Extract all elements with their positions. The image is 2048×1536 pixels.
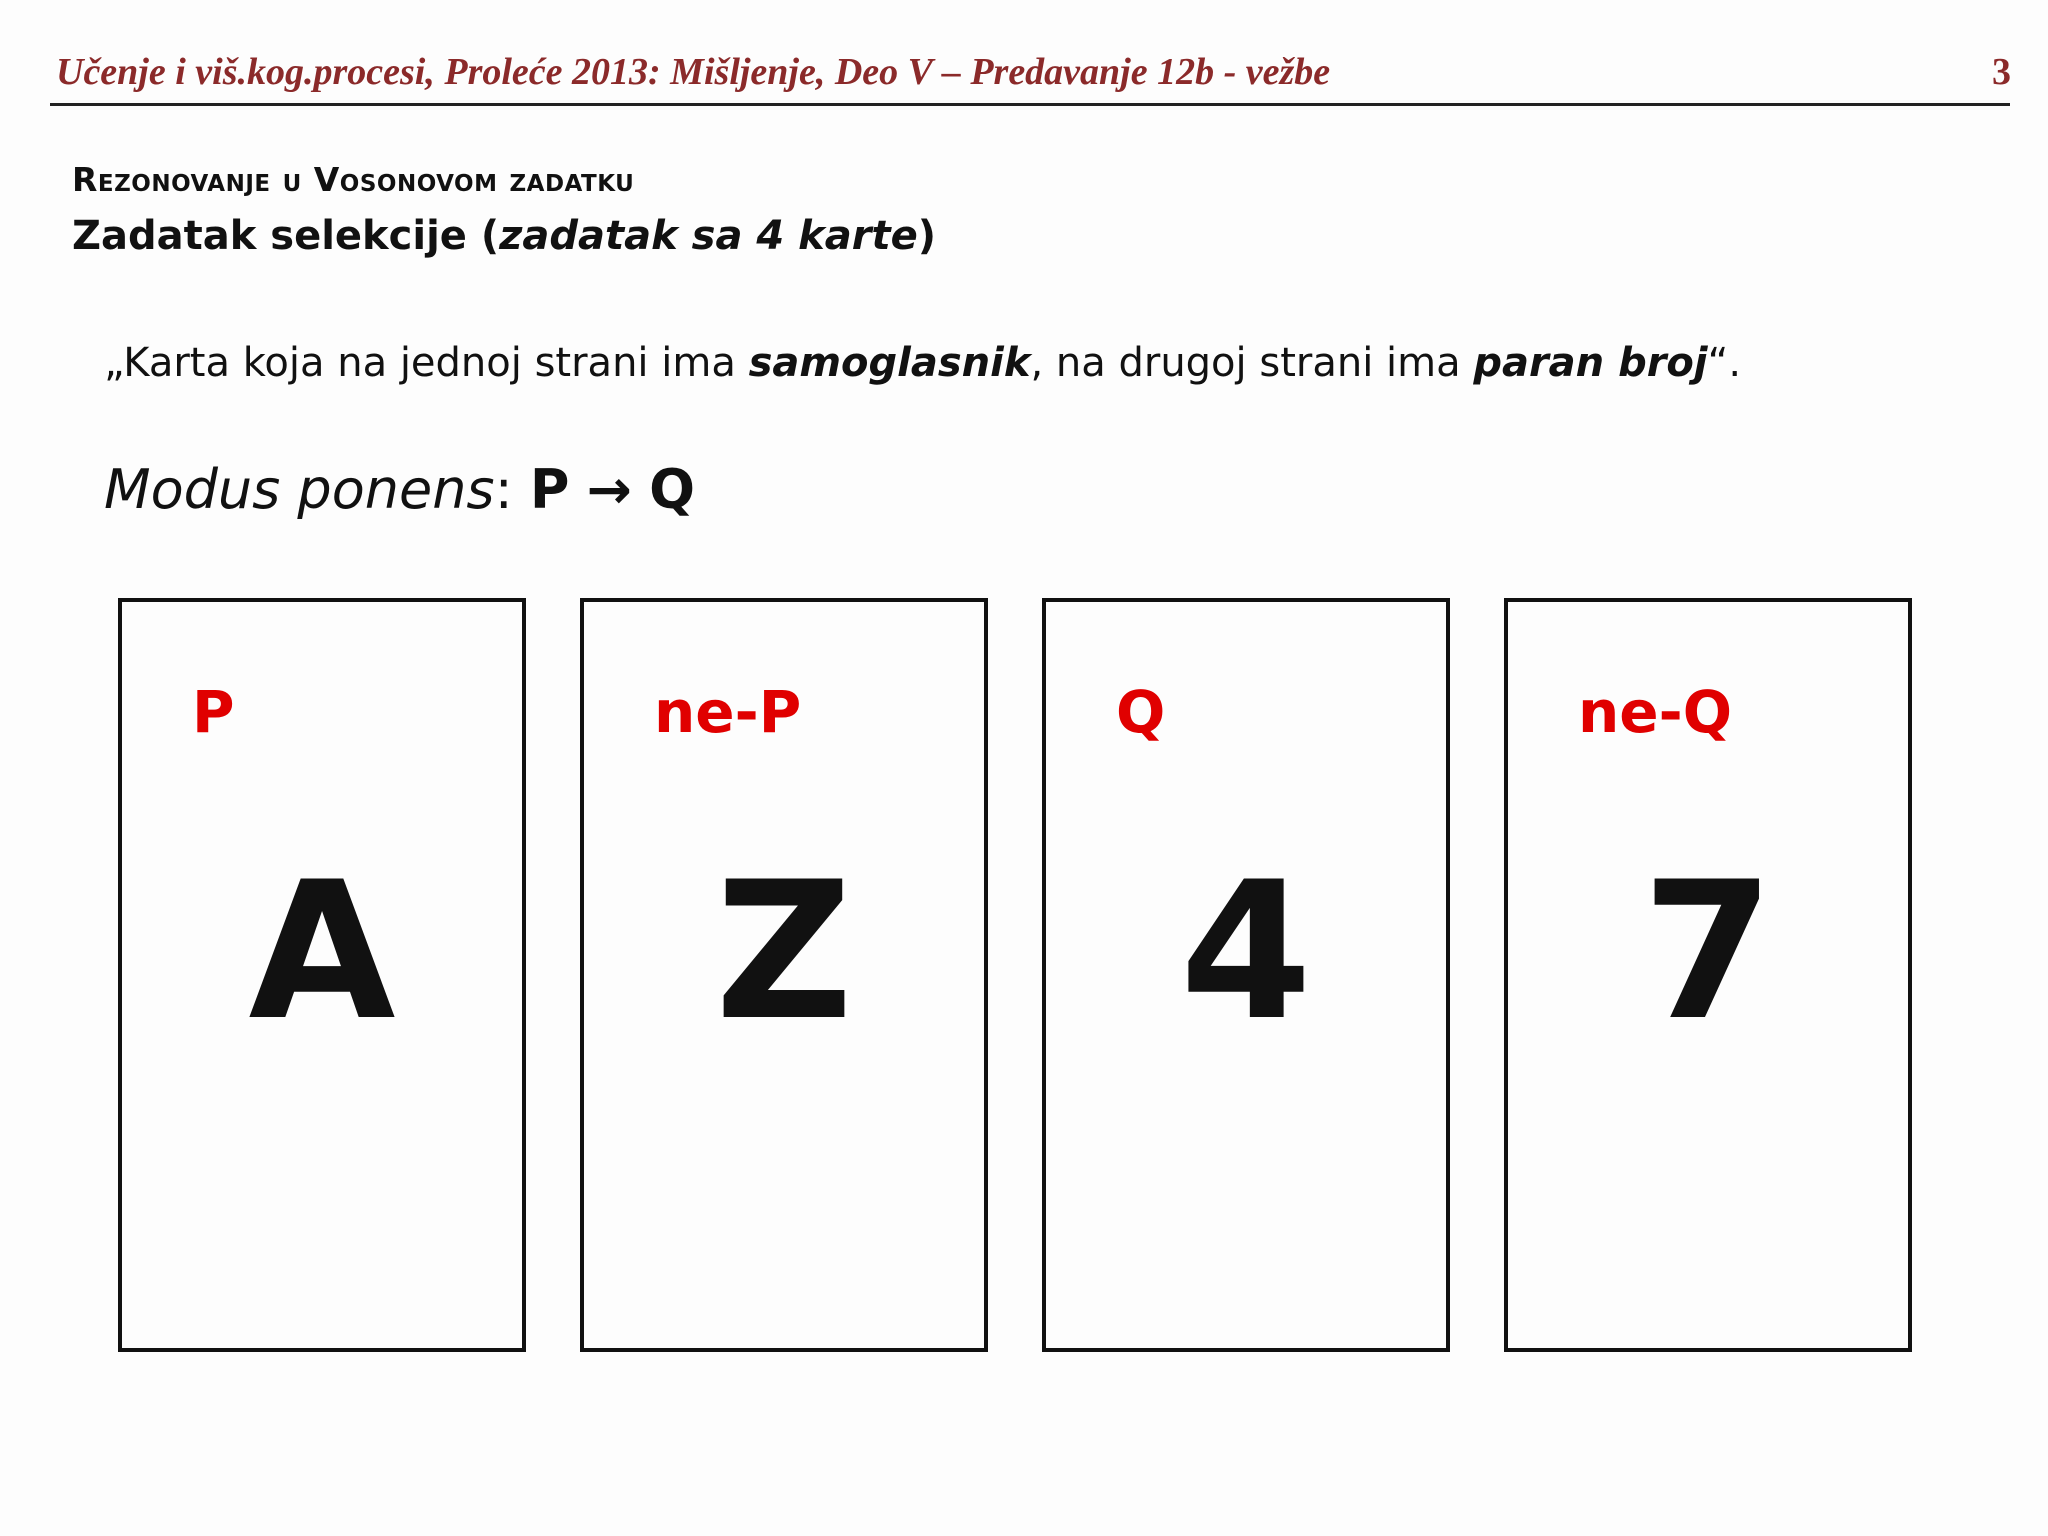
modus-label: Modus ponens xyxy=(104,458,495,521)
card-tag: ne-Q xyxy=(1578,678,1733,746)
card-tag: P xyxy=(192,678,235,746)
subtitle-italic: zadatak sa 4 karte xyxy=(499,213,918,259)
modus-colon: : xyxy=(494,458,530,521)
card-tag: Q xyxy=(1116,678,1166,746)
card-symbol: 7 xyxy=(1641,841,1775,1062)
page-number: 3 xyxy=(1992,51,2011,93)
subtitle-close: ) xyxy=(917,213,936,259)
quote-part1: „Karta koja na jednoj strani ima xyxy=(104,340,749,386)
modus-q: Q xyxy=(649,458,695,521)
card-3[interactable] xyxy=(1042,598,1450,1352)
quote-even-number: paran broj xyxy=(1473,340,1708,386)
section-title: Rezonovanje u Vosonovom zadatku xyxy=(72,160,635,199)
rule-quote xyxy=(104,340,1741,386)
modus-p: P xyxy=(529,458,570,521)
subtitle xyxy=(72,213,936,259)
card-symbol: 4 xyxy=(1179,841,1313,1062)
card-2[interactable] xyxy=(580,598,988,1352)
slide-header xyxy=(56,50,2011,100)
modus-ponens xyxy=(104,458,695,521)
quote-part2: , na drugoj strani ima xyxy=(1030,340,1474,386)
card-4[interactable] xyxy=(1504,598,1912,1352)
arrow-icon: → xyxy=(586,458,632,521)
header-divider xyxy=(50,103,2010,106)
card-1[interactable] xyxy=(118,598,526,1352)
header-title: Učenje i viš.kog.procesi, Proleće 2013: Mišljenje, Deo V – Predavanje 12b - vežbe xyxy=(56,51,1331,93)
quote-part3: “. xyxy=(1707,340,1742,386)
quote-vowel: samoglasnik xyxy=(748,340,1031,386)
card-symbol: Z xyxy=(715,841,853,1062)
card-symbol: A xyxy=(248,841,396,1062)
subtitle-main: Zadatak selekcije ( xyxy=(72,213,500,259)
card-tag: ne-P xyxy=(654,678,802,746)
